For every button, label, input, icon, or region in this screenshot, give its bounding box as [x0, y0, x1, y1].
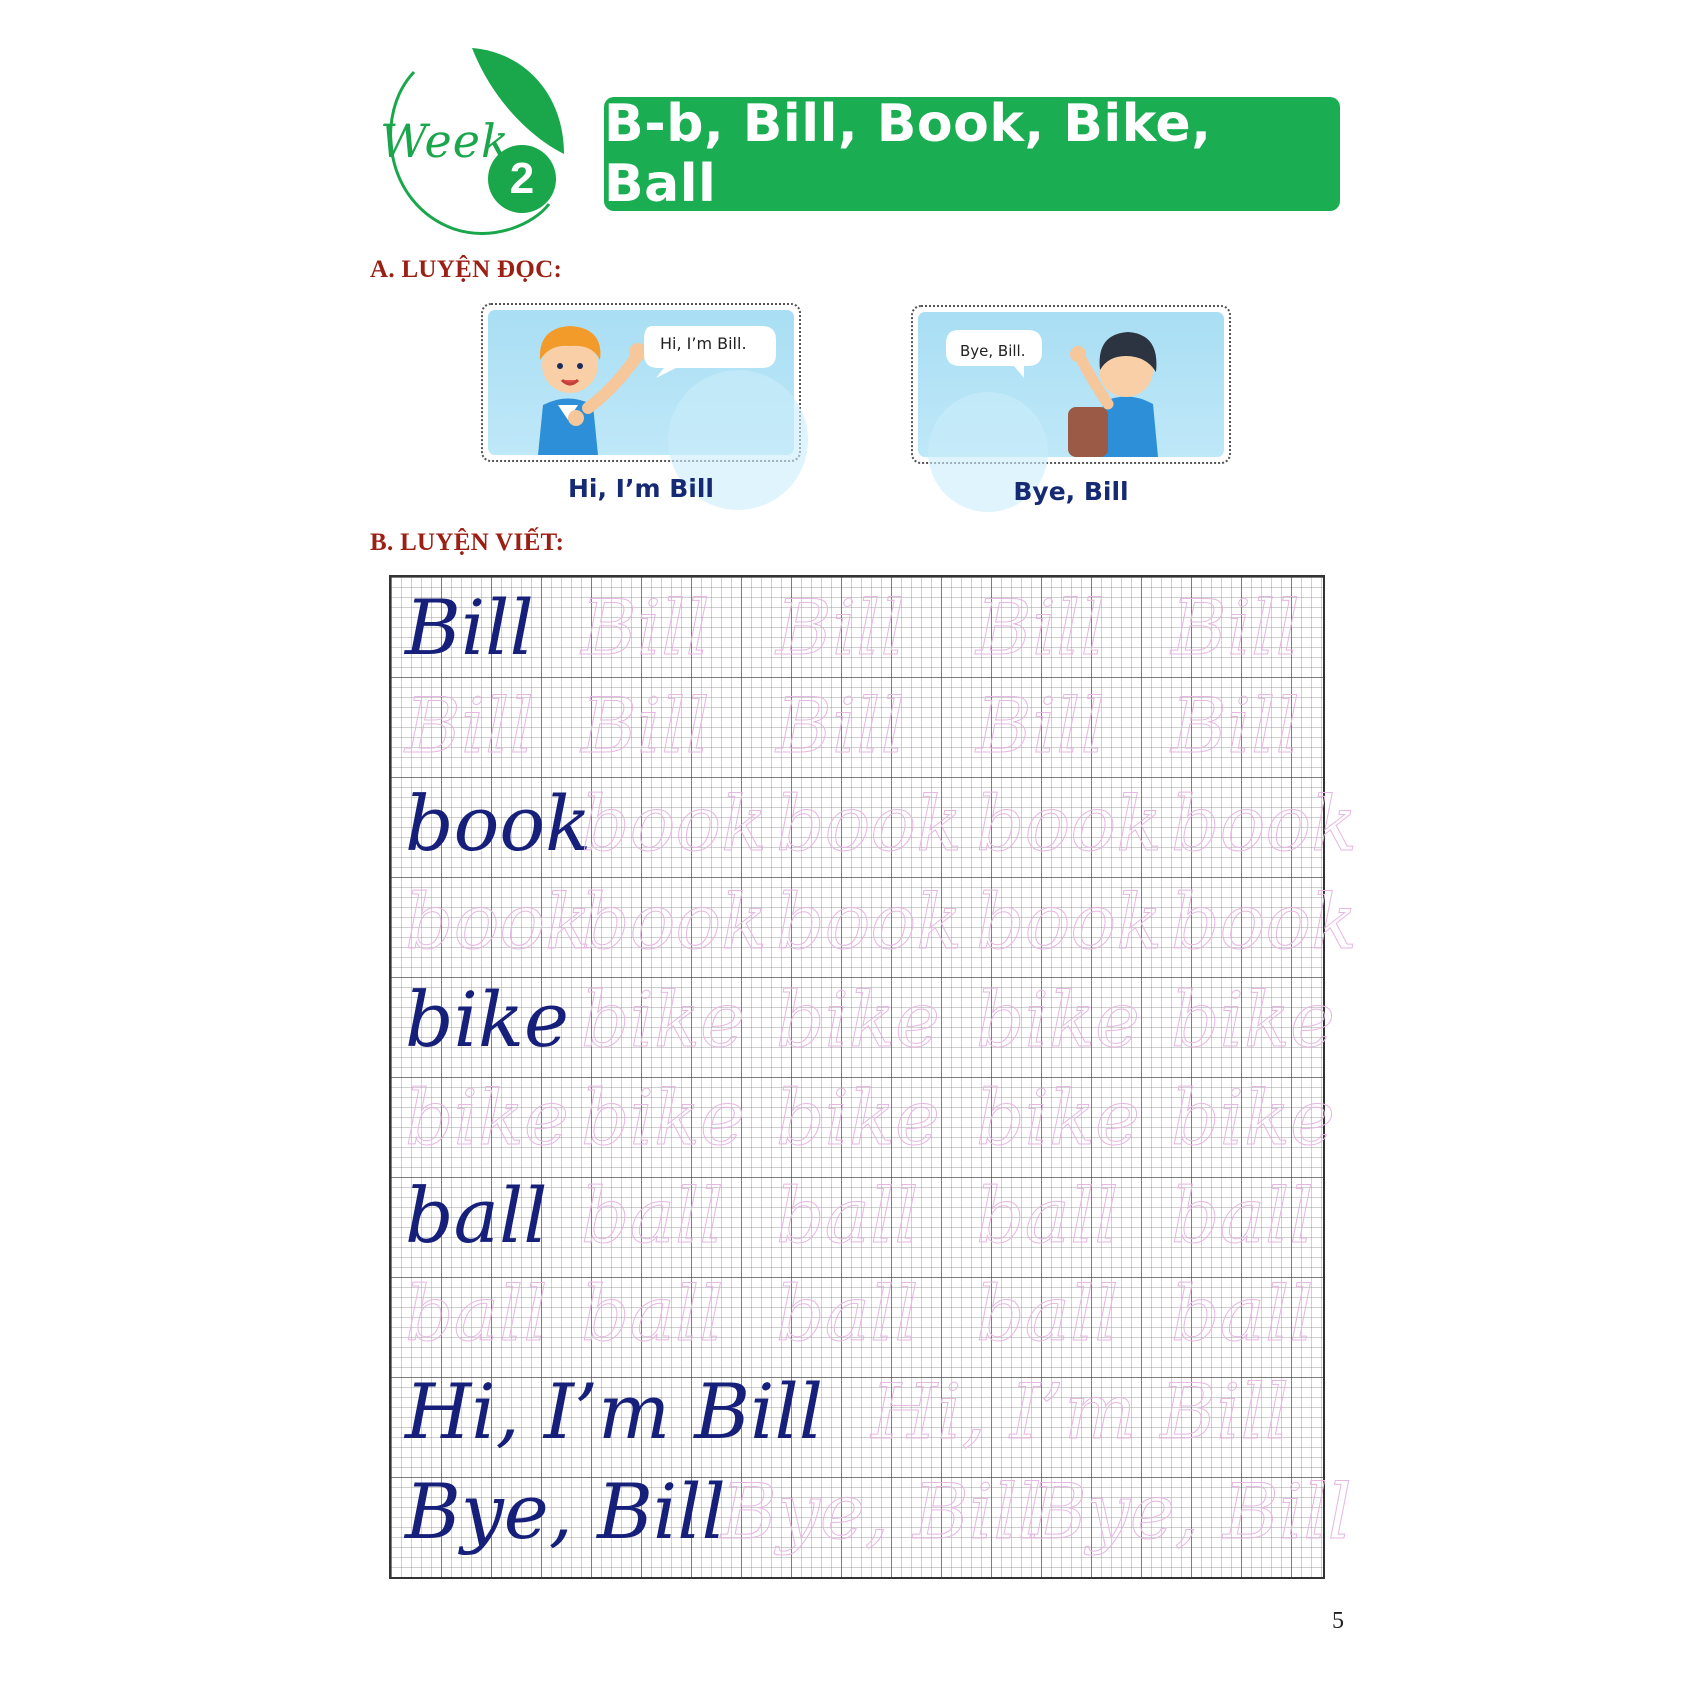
caption-bye-bill: Bye, Bill	[1013, 477, 1129, 506]
trace-sentence: Bye, Bill	[721, 1467, 1042, 1556]
model-word: Bill	[405, 583, 534, 672]
model-word: ball	[405, 1171, 548, 1260]
picture-hi-bill-scene	[488, 310, 794, 455]
page-number: 5	[1332, 1608, 1344, 1634]
model-word: book	[405, 779, 592, 868]
trace-word: bike	[1171, 975, 1335, 1064]
practice-row	[391, 873, 1358, 971]
section-a-heading: A. LUYỆN ĐỌC:	[370, 256, 563, 283]
trace-word: ball	[581, 1269, 724, 1358]
speech-bubble-bye-text: Bye, Bill.	[960, 342, 1026, 360]
trace-word: Bill	[976, 681, 1105, 770]
trace-word: book	[1171, 877, 1358, 966]
trace-word: Bill	[1171, 681, 1300, 770]
trace-word: ball	[1171, 1269, 1314, 1358]
practice-row	[391, 775, 1358, 873]
practice-row	[391, 1069, 1335, 1167]
trace-word: ball	[776, 1269, 919, 1358]
trace-word: bike	[776, 975, 940, 1064]
week-word: Week	[380, 114, 510, 168]
trace-word: bike	[776, 1073, 940, 1162]
trace-word: book	[581, 877, 768, 966]
trace-word: Bill	[776, 583, 905, 672]
practice-row	[391, 579, 1323, 677]
practice-row	[391, 677, 1323, 775]
model-sentence: Hi, I’m Bill	[405, 1367, 824, 1456]
trace-word: Bill	[581, 583, 710, 672]
trace-word: bike	[976, 1073, 1140, 1162]
trace-word: bike	[581, 1073, 745, 1162]
practice-row	[391, 971, 1335, 1069]
trace-word: book	[1171, 779, 1358, 868]
trace-word: book	[776, 779, 963, 868]
practice-row	[391, 1363, 1323, 1461]
trace-word: book	[776, 877, 963, 966]
trace-sentence: Hi, I’m Bill	[871, 1367, 1290, 1456]
handwriting-grid[interactable]	[389, 575, 1358, 1579]
trace-word: Bill	[976, 583, 1105, 672]
caption-hi-bill: Hi, I’m Bill	[567, 474, 714, 503]
week-number: 2	[509, 154, 535, 203]
trace-word: ball	[776, 1171, 919, 1260]
trace-word: bike	[1171, 1073, 1335, 1162]
trace-word: Bill	[405, 681, 534, 770]
trace-word: ball	[581, 1171, 724, 1260]
section-b-heading: B. LUYỆN VIẾT:	[370, 529, 565, 556]
trace-word: ball	[976, 1269, 1119, 1358]
model-sentence: Bye, Bill	[405, 1467, 726, 1556]
model-word: bike	[405, 975, 569, 1064]
trace-word: bike	[405, 1073, 569, 1162]
trace-word: Bill	[776, 681, 905, 770]
practice-row	[391, 1167, 1323, 1265]
speech-bubble-hi-text: Hi, I’m Bill.	[660, 334, 747, 353]
trace-word: book	[581, 779, 768, 868]
trace-word: Bill	[581, 681, 710, 770]
picture-bye-bill-scene	[918, 312, 1224, 457]
picture-hi-bill	[481, 303, 801, 462]
trace-word: book	[976, 779, 1163, 868]
trace-word: bike	[976, 975, 1140, 1064]
trace-word: book	[405, 877, 592, 966]
trace-sentence: Bye, Bill	[1031, 1467, 1352, 1556]
trace-word: Bill	[1171, 583, 1300, 672]
practice-row	[391, 1265, 1323, 1363]
picture-bye-bill	[911, 305, 1231, 464]
trace-word: ball	[1171, 1171, 1314, 1260]
trace-word: bike	[581, 975, 745, 1064]
week-badge	[374, 44, 584, 239]
title-banner	[604, 94, 1340, 214]
page-title: B-b, Bill, Book, Bike, Ball	[604, 94, 1212, 214]
trace-word: ball	[976, 1171, 1119, 1260]
trace-word: book	[976, 877, 1163, 966]
trace-word: ball	[405, 1269, 548, 1358]
practice-row	[391, 1463, 1352, 1561]
